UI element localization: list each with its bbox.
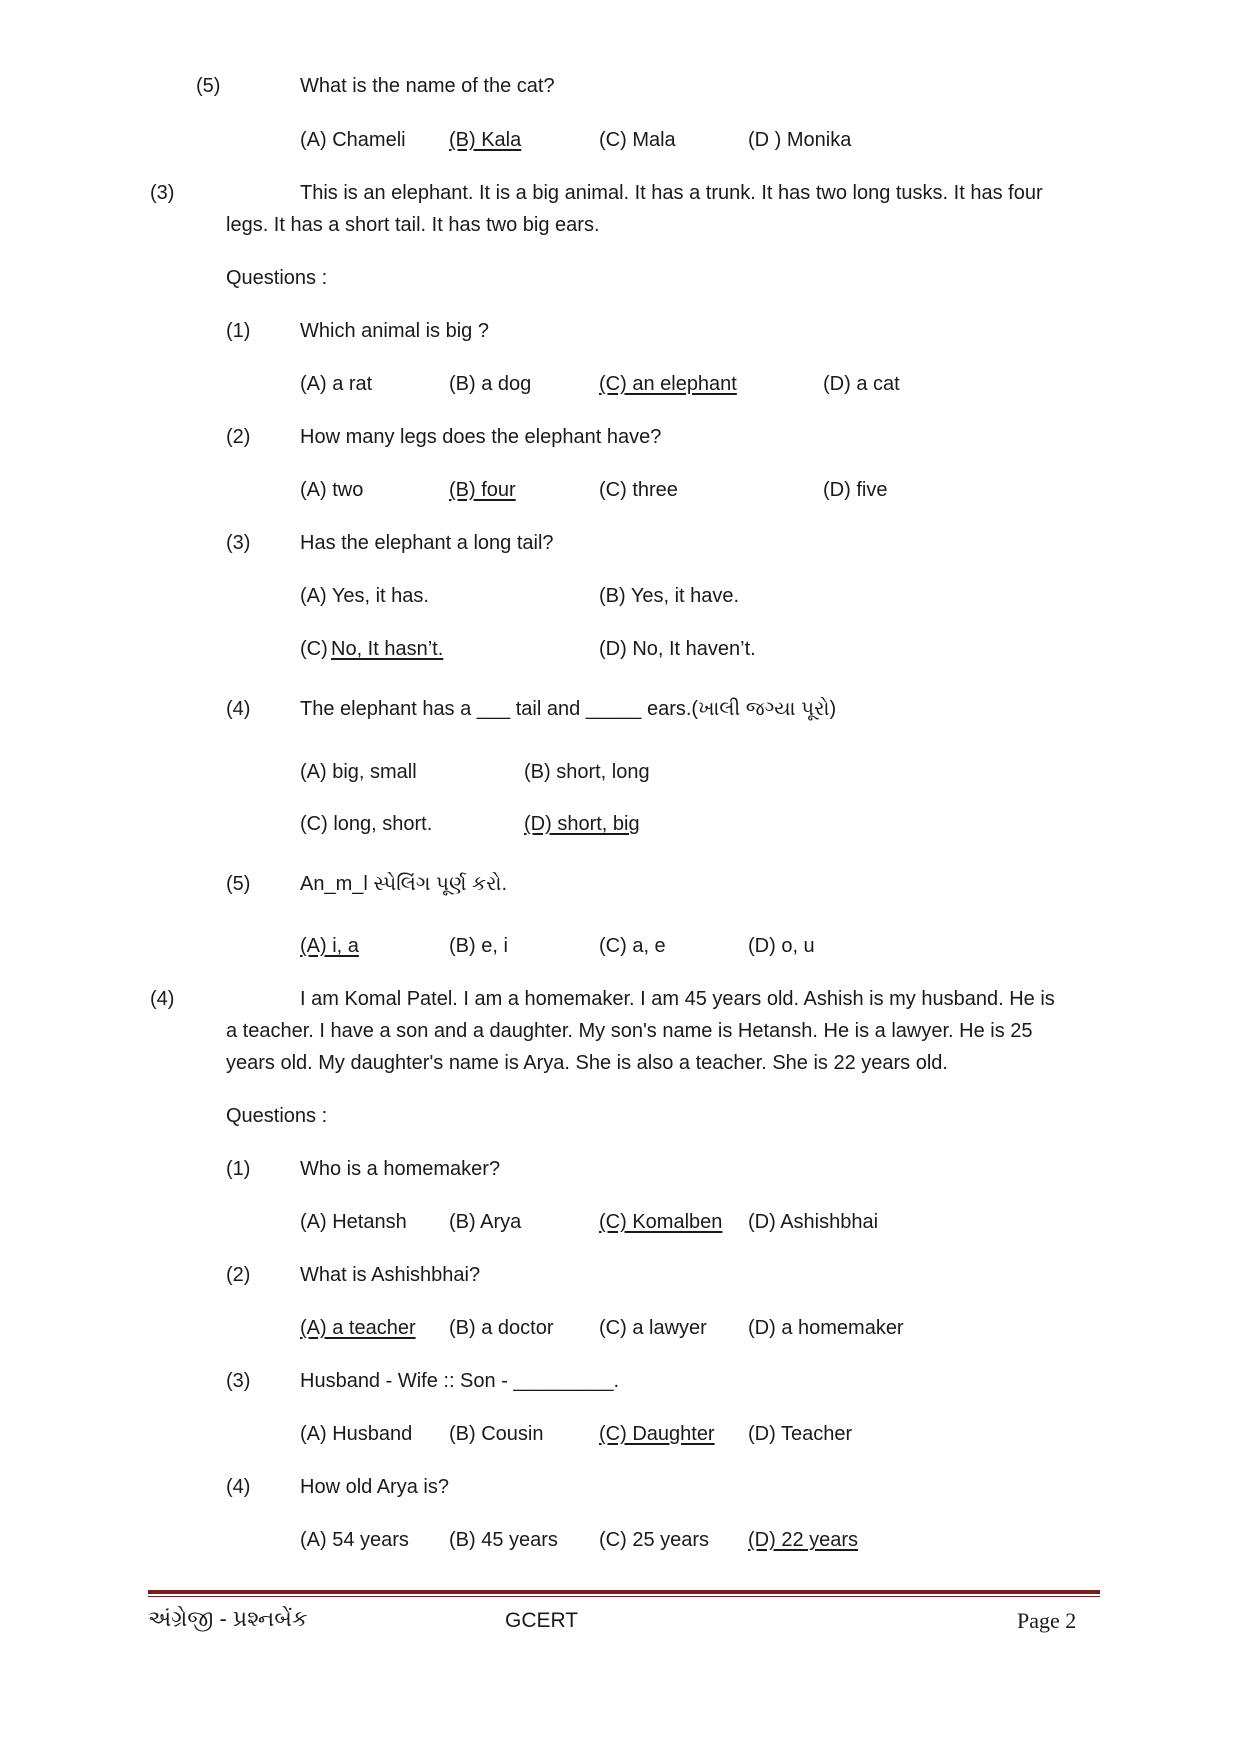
option-b: (B) 45 years: [449, 1529, 558, 1551]
footer-page-number: Page 2: [1017, 1608, 1077, 1633]
option-c-answer: (C) Daughter: [599, 1423, 715, 1445]
option-b: (B) Cousin: [449, 1423, 544, 1445]
option-d: (D) Ashishbhai: [748, 1211, 879, 1233]
option-a: (A) Yes, it has.: [300, 585, 429, 607]
option-d: (D) five: [823, 479, 888, 501]
option-c: (C) a, e: [599, 935, 666, 957]
option-d: (D) a cat: [823, 373, 900, 395]
q-number: (3): [226, 532, 251, 554]
footer-rule-thick: [148, 1590, 1100, 1594]
q-number: (2): [226, 426, 251, 448]
passage-line: years old. My daughter's name is Arya. She is also a teacher. She is 22 years old.: [226, 1052, 948, 1074]
question-text: Who is a homemaker?: [300, 1158, 501, 1180]
option-c: (C) 25 years: [599, 1529, 710, 1551]
passage-line: legs. It has a short tail. It has two big ears.: [226, 214, 600, 236]
footer-rule-thin: [148, 1596, 1100, 1597]
footer-subject: અંગ્રેજી - પ્રશ્નબેંક: [148, 1606, 308, 1631]
option-c-prefix: (C): [300, 638, 328, 660]
question-text: What is Ashishbhai?: [300, 1264, 481, 1286]
option-b: (B) short, long: [524, 761, 650, 783]
q-number: (1): [226, 320, 251, 342]
option-a-answer: (A) a teacher: [300, 1317, 416, 1339]
option-c-answer: (C) an elephant: [599, 373, 737, 395]
option-a: (A) Chameli: [300, 129, 406, 151]
option-a: (A) a rat: [300, 373, 373, 395]
question-text: What is the name of the cat?: [300, 75, 555, 97]
option-d: (D ) Monika: [748, 129, 852, 151]
option-c: (C) long, short.: [300, 813, 433, 835]
option-a: (A) big, small: [300, 761, 417, 783]
option-a: (A) Hetansh: [300, 1211, 407, 1233]
option-b: (B) Yes, it have.: [599, 585, 740, 607]
question-text: How many legs does the elephant have?: [300, 426, 662, 448]
option-b: (B) a dog: [449, 373, 532, 395]
question-text: Which animal is big ?: [300, 320, 489, 342]
option-b-answer: (B) Kala: [449, 129, 522, 151]
option-d: (D) No, It haven’t.: [599, 638, 756, 660]
q-number: (1): [226, 1158, 251, 1180]
q-number: (4): [226, 1476, 251, 1498]
q-number: (4): [226, 698, 251, 720]
option-b: (B) e, i: [449, 935, 508, 957]
q-number: (5): [196, 75, 221, 97]
question-text: Has the elephant a long tail?: [300, 532, 554, 554]
option-b: (B) Arya: [449, 1211, 522, 1233]
passage-line: This is an elephant. It is a big animal. It has a trunk. It has two long tusks. It has four: [300, 182, 1043, 204]
option-d-answer: (D) short, big: [524, 813, 640, 835]
questions-label: Questions :: [226, 267, 328, 289]
option-b-answer: (B) four: [449, 479, 516, 501]
option-d: (D) a homemaker: [748, 1317, 904, 1339]
option-b: (B) a doctor: [449, 1317, 554, 1339]
passage-line: I am Komal Patel. I am a homemaker. I am 45 years old. Ashish is my husband. He is: [300, 988, 1055, 1010]
option-a: (A) 54 years: [300, 1529, 409, 1551]
questions-label: Questions :: [226, 1105, 328, 1127]
option-c: (C) Mala: [599, 129, 676, 151]
option-a-answer: (A) i, a: [300, 935, 359, 957]
passage-number: (4): [150, 988, 175, 1010]
q-number: (5): [226, 873, 251, 895]
option-c: (C) a lawyer: [599, 1317, 707, 1339]
q-number: (3): [226, 1370, 251, 1392]
option-a: (A) Husband: [300, 1423, 413, 1445]
question-text: How old Arya is?: [300, 1476, 449, 1498]
question-text: The elephant has a ___ tail and _____ ears.(ખાલી જગ્યા પૂરો): [300, 698, 837, 720]
question-text: An_m_l સ્પેલિંગ પૂર્ણ કરો.: [300, 873, 508, 895]
option-d-answer: (D) 22 years: [748, 1529, 859, 1551]
question-text: Husband - Wife :: Son - _________.: [300, 1370, 620, 1392]
option-d: (D) o, u: [748, 935, 815, 957]
passage-number: (3): [150, 182, 175, 204]
option-c: (C) three: [599, 479, 678, 501]
option-c-answer: (C) Komalben: [599, 1211, 723, 1233]
passage-line: a teacher. I have a son and a daughter. My son's name is Hetansh. He is a lawyer. He is 25: [226, 1020, 1033, 1042]
q-number: (2): [226, 1264, 251, 1286]
footer-publisher: GCERT: [505, 1609, 579, 1632]
option-d: (D) Teacher: [748, 1423, 853, 1445]
option-c-answer: No, It hasn’t.: [331, 638, 444, 660]
option-a: (A) two: [300, 479, 364, 501]
